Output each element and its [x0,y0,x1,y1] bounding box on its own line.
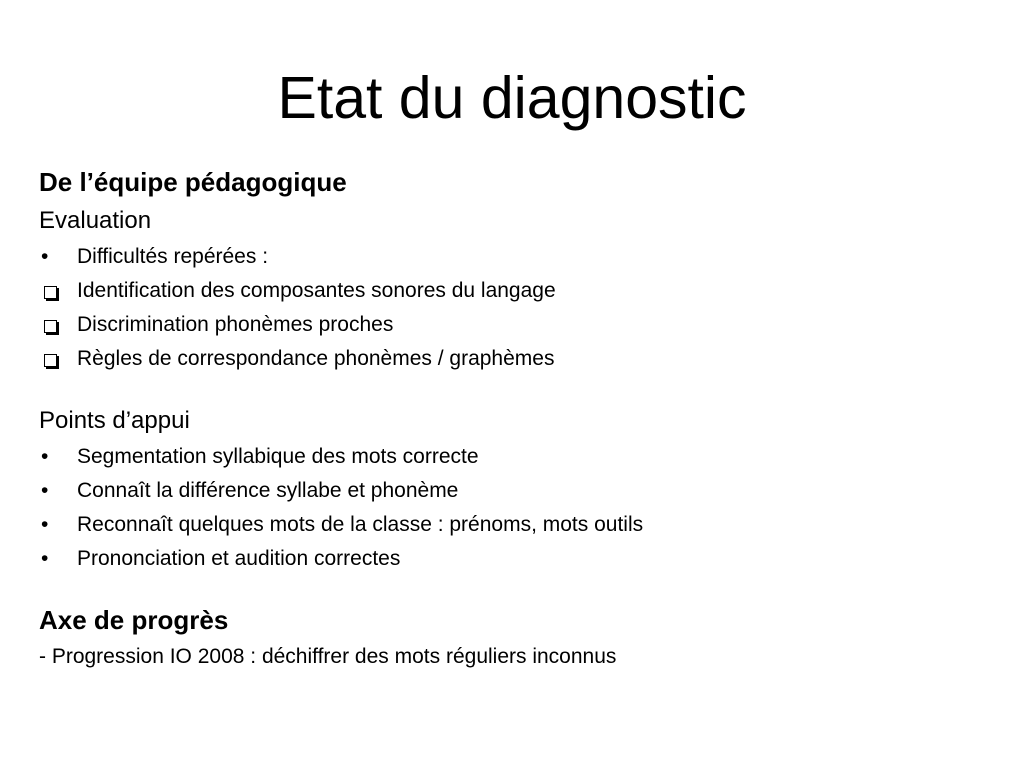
bullet-item [39,542,999,576]
bullet-icon: • [41,513,49,536]
bullet-text: Prononciation et audition correctes [77,547,401,570]
subheading-evaluation: Evaluation [39,207,152,234]
bullet-item [39,440,999,474]
bullet-icon: • [41,479,49,502]
section-heading-equipe: De l’équipe pédagogique [39,167,347,197]
spacer [39,376,999,402]
checkbox-item [39,274,999,308]
checkbox-item-text: Identification des composantes sonores du langage [77,279,556,302]
bullet-item [39,474,999,508]
checkbox-item [39,342,999,376]
section-heading-axe: Axe de progrès [39,605,229,635]
bullet-item-difficultes [39,240,999,274]
bullet-text: Difficultés repérées : [77,245,269,268]
bullet-text: Segmentation syllabique des mots correcte [77,445,479,468]
bullet-text: Connaît la différence syllabe et phonème [77,479,459,502]
bullet-icon: • [41,547,49,570]
slide-body [39,162,999,674]
checkbox-icon [39,274,77,308]
axe-text: - Progression IO 2008 : déchiffrer des mots réguliers inconnus [39,645,617,668]
slide-title: Etat du diagnostic [277,65,747,131]
checkbox-icon [39,308,77,342]
checkbox-item-text: Règles de correspondance phonèmes / graphèmes [77,347,555,370]
checkbox-item-text: Discrimination phonèmes proches [77,313,394,336]
checkbox-item [39,308,999,342]
bullet-item [39,508,999,542]
bullet-text: Reconnaît quelques mots de la classe : prénoms, mots outils [77,513,644,536]
bullet-icon: • [41,445,49,468]
checkbox-icon [39,342,77,376]
spacer [39,576,999,600]
bullet-icon: • [41,245,49,268]
subheading-points-appui: Points d’appui [39,407,190,434]
